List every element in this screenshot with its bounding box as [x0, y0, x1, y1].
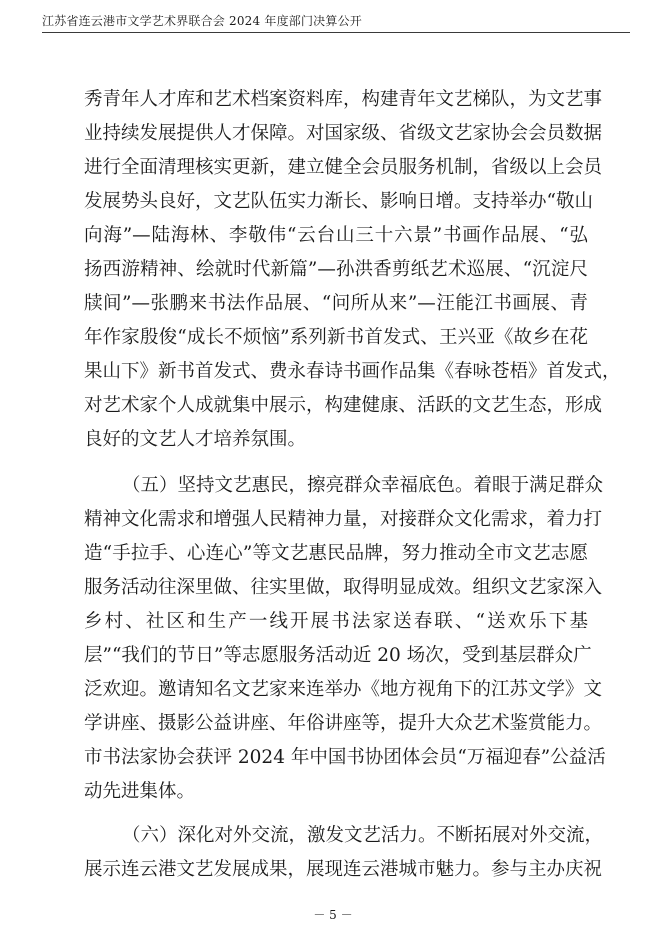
text-line: 良好的文艺人才培养氛围。 — [84, 429, 307, 450]
text-line: 服务活动往深里做、往实里做，取得明显成效。组织文艺家深入 — [84, 577, 603, 598]
text-line: （五）坚持文艺惠民，擦亮群众幸福底色。着眼于满足群众 — [122, 475, 604, 496]
text-line: 对艺术家个人成就集中展示，构建健康、活跃的文艺生态，形成 — [84, 395, 603, 416]
text-line: 果山下》新书首发式、费永春诗书画作品集《春咏苍梧》首发式， — [84, 361, 621, 382]
text-line: 业持续发展提供人才保障。对国家级、省级文艺家协会会员数据 — [84, 123, 603, 144]
text-line: 造“手拉手、心连心”等文艺惠民品牌，努力推动全市文艺志愿 — [84, 543, 588, 564]
text-line: 展示连云港文艺发展成果，展现连云港城市魅力。参与主办庆祝 — [84, 859, 603, 880]
page-number: － 5 － — [313, 908, 353, 922]
text-line: 乡村、社区和生产一线开展书法家送春联、“送欢乐下基 — [84, 611, 588, 632]
paragraph-talent — [84, 83, 621, 457]
text-line: 精神文化需求和增强人民精神力量，对接群众文化需求，着力打 — [84, 509, 603, 530]
text-line: 年作家殷俊“成长不烦恼”系列新书首发式、王兴亚《故乡在花 — [84, 327, 588, 348]
text-line: 泛欢迎。邀请知名文艺家来连举办《地方视角下的江苏文学》文 — [84, 679, 603, 700]
paragraph-section-6 — [84, 819, 604, 887]
text-line: 扬西游精神、绘就时代新篇”—孙洪香剪纸艺术巡展、“沉淀尺 — [84, 259, 588, 280]
text-line: 层”“我们的节日”等志愿服务活动近 20 场次，受到基层群众广 — [84, 645, 592, 666]
text-line: 学讲座、摄影公益讲座、年俗讲座等，提升大众艺术鉴赏能力。 — [84, 713, 603, 734]
header-title: 江苏省连云港市文学艺术界联合会 2024 年度部门决算公开 — [42, 14, 362, 28]
body-text — [84, 83, 621, 887]
text-line: （六）深化对外交流，激发文艺活力。不断拓展对外交流， — [122, 825, 604, 846]
paragraph-section-5 — [84, 469, 606, 809]
text-line: 进行全面清理核实更新，建立健全会员服务机制，省级以上会员 — [84, 157, 603, 178]
page-header — [42, 10, 630, 33]
text-line: 发展势头良好，文艺队伍实力渐长、影响日增。支持举办“敬山 — [84, 191, 593, 212]
text-line: 向海”—陆海林、李敬伟“云台山三十六景”书画作品展、“弘 — [84, 225, 588, 246]
text-line: 市书法家协会获评 2024 年中国书协团体会员“万福迎春”公益活 — [84, 747, 606, 768]
text-line: 秀青年人才库和艺术档案资料库，构建青年文艺梯队，为文艺事 — [84, 89, 603, 110]
text-line: 动先进集体。 — [84, 781, 196, 802]
text-line: 牍间”—张鹏来书法作品展、“问所从来”—汪能江书画展、青 — [84, 293, 588, 314]
